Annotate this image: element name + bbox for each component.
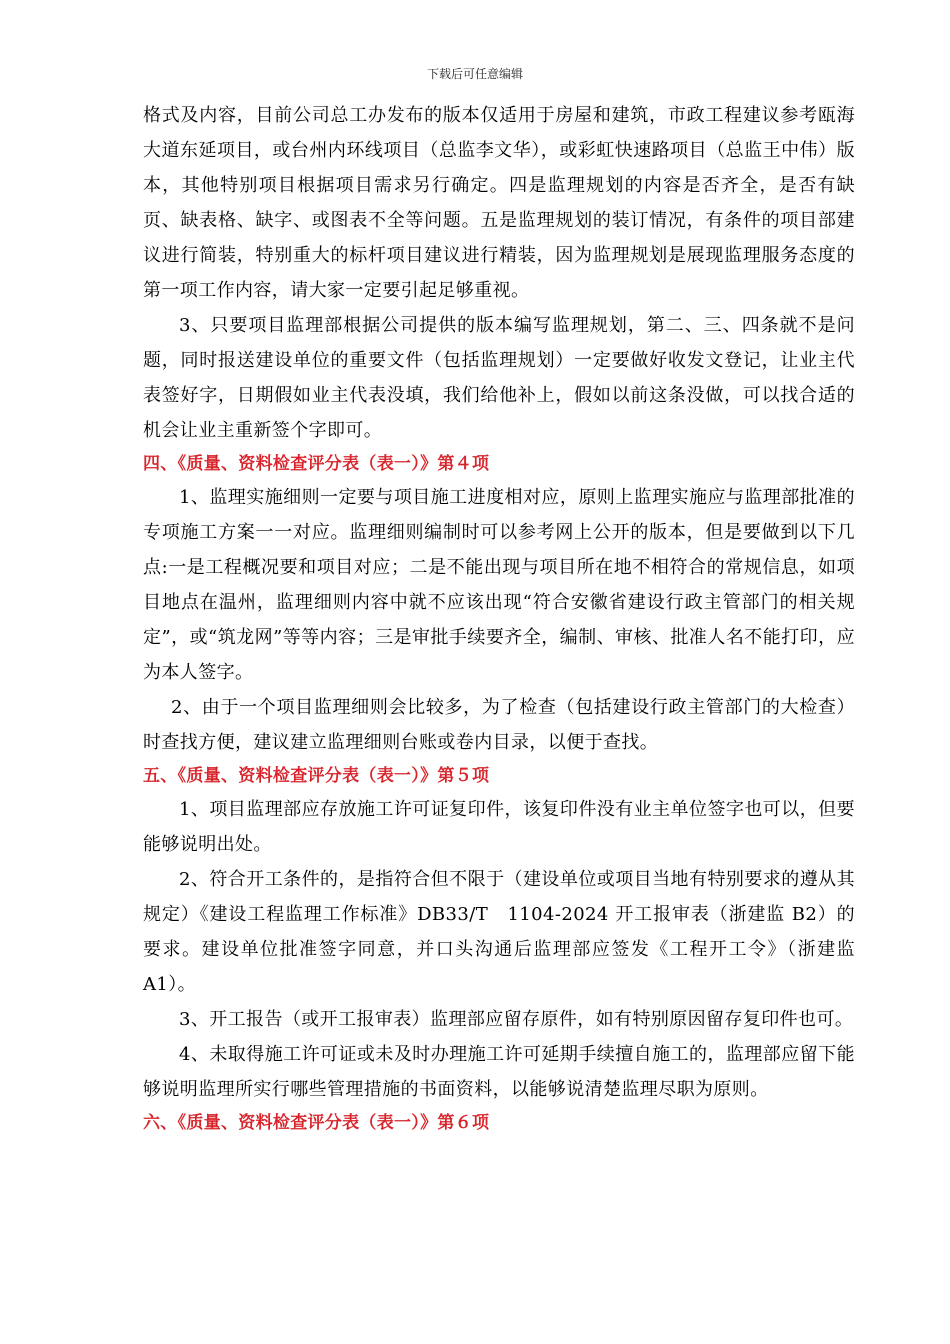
section-heading-6: 六、《质量、资料检查评分表（表一）》第６项 xyxy=(143,1113,490,1133)
paragraph-rules-ledger: 2、由于一个项目监理细则会比较多，为了检查（包括建设行政主管部门的大检查）时查找方便，建议建立监理细则台账或卷内目录，以便于查找。 xyxy=(143,697,855,753)
paragraph-item-3-plan-version: 3、只要项目监理部根据公司提供的版本编写监理规划，第二、三、四条就不是问题，同时报送建设单位的重要文件（包括监理规划）一定要做好收发文登记，让业主代表签好字，日期假如业主代表没填，我们给他补上，假如以前这条没做，可以找合适的机会让业主重新签个字即可。 xyxy=(143,315,855,441)
document-body xyxy=(143,98,855,1139)
section-heading-4: 四、《质量、资料检查评分表（表一）》第４项 xyxy=(143,454,490,474)
section-heading-5: 五、《质量、资料检查评分表（表一）》第５项 xyxy=(143,766,490,786)
paragraph-commencement-report: 3、开工报告（或开工报审表）监理部应留存原件，如有特别原因留存复印件也可。 xyxy=(179,1009,854,1030)
paragraph-unpermitted-construction: 4、未取得施工许可证或未及时办理施工许可延期手续擅自施工的，监理部应留下能够说明监理所实行哪些管理措施的书面资料，以能够说清楚监理尽职为原则。 xyxy=(143,1044,855,1100)
page-header-note: 下载后可任意编辑 xyxy=(426,67,523,81)
paragraph-commencement-conditions: 2、符合开工条件的，是指符合但不限于（建设单位或项目当地有特别要求的遵从其规定）《建设工程监理工作标准》DB33/T 1104-2024 开工报审表（浙建监 B2）的要求。建设单位批准签字同意，并口头沟通后监理部应签发《工程开工令》（浙建监 A1）。 xyxy=(143,869,855,995)
paragraph-monitoring-plan-format: 格式及内容，目前公司总工办发布的版本仅适用于房屋和建筑，市政工程建议参考瓯海大道东延项目，或台州内环线项目（总监李文华），或彩虹快速路项目（总监王中伟）版本，其他特别项目根据项目需求另行确定。四是监理规划的内容是否齐全，是否有缺页、缺表格、缺字、或图表不全等问题。五是监理规划的装订情况，有条件的项目部建议进行简装，特别重大的标杆项目建议进行精装，因为监理规划是展现监理服务态度的第一项工作内容，请大家一定要引起足够重视。 xyxy=(143,105,855,301)
paragraph-implementation-rules: 1、监理实施细则一定要与项目施工进度相对应，原则上监理实施应与监理部批准的专项施工方案一一对应。监理细则编制时可以参考网上公开的版本，但是要做到以下几点:一是工程概况要和项目对应；二是不能出现与项目所在地不相符合的常规信息，如项目地点在温州，监理细则内容中就不应该出现“符合安徽省建设行政主管部门的相关规定”，或“筑龙网”等等内容；三是审批手续要齐全，编制、审核、批准人名不能打印，应为本人签字。 xyxy=(143,487,855,683)
paragraph-construction-permit-copy: 1、项目监理部应存放施工许可证复印件，该复印件没有业主单位签字也可以，但要能够说明出处。 xyxy=(143,799,855,855)
